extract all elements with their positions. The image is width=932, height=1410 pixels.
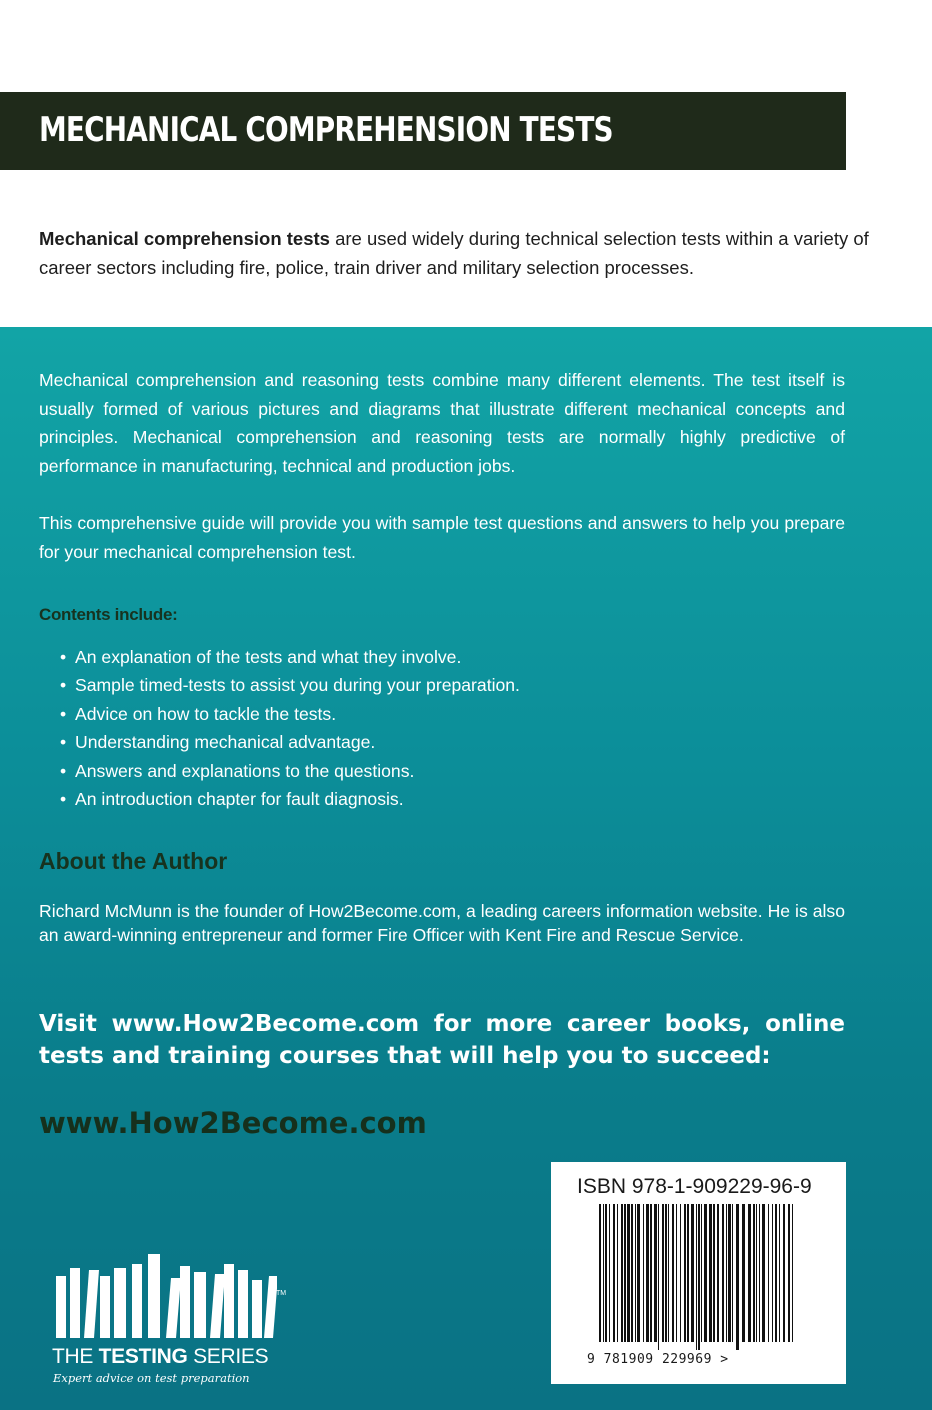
website-link[interactable]: www.How2Become.com xyxy=(39,1106,427,1140)
trademark-mark: TM xyxy=(276,1290,287,1297)
intro-paragraph xyxy=(39,224,869,282)
isbn-label: ISBN 978-1-909229-96-9 xyxy=(577,1175,812,1198)
list-item: • Understanding mechanical advantage. xyxy=(75,728,520,756)
visit-callout: Visit www.How2Become.com for more career books, online tests and training courses that will help you to succeed: xyxy=(39,1011,845,1069)
intro-bold-lead: Mechanical comprehension tests xyxy=(39,228,330,249)
isbn-barcode-box xyxy=(551,1162,846,1384)
list-item: • Answers and explanations to the questions. xyxy=(75,757,520,785)
logo-series-end: SERIES xyxy=(187,1345,269,1368)
description-paragraph-1: Mechanical comprehension and reasoning tests combine many different elements. The test itself is usually formed of various pictures and diagrams that illustrate different mechanical concepts and principles. Mechanical comprehension and reasoning tests are normally highly predictive of performance in manufacturing, technical and production jobs. xyxy=(39,370,845,476)
barcode-icon xyxy=(597,1204,797,1350)
book-title: MECHANICAL COMPREHENSION TESTS xyxy=(39,110,613,150)
logo-tagline: Expert advice on test preparation xyxy=(53,1371,250,1385)
contents-list xyxy=(75,643,520,813)
testing-series-logo-icon xyxy=(52,1248,277,1338)
about-heading: About the Author xyxy=(39,848,228,874)
list-item: • Advice on how to tackle the tests. xyxy=(75,700,520,728)
about-text: Richard McMunn is the founder of How2Become.com, a leading careers information website. He is also an award-winning entrepreneur and former Fire Officer with Kent Fire and Rescue Service. xyxy=(39,901,845,945)
logo-series-name xyxy=(52,1345,268,1369)
title-banner xyxy=(0,92,846,170)
description-paragraph-2: This comprehensive guide will provide you with sample test questions and answers to help you prepare for your mechanical comprehension test. xyxy=(39,513,845,562)
logo-series-light: THE xyxy=(52,1345,99,1368)
barcode-digits: 9 781909 229969 > xyxy=(587,1352,729,1367)
list-item: • An introduction chapter for fault diagnosis. xyxy=(75,785,520,813)
list-item: • An explanation of the tests and what they involve. xyxy=(75,643,520,671)
intro-rest: are used widely during technical selection tests within a variety of career sectors including fire, police, train driver and military selection processes. xyxy=(39,228,869,278)
contents-heading: Contents include: xyxy=(39,605,178,624)
logo-series-bold: TESTING xyxy=(98,1345,188,1368)
list-item: • Sample timed-tests to assist you during your preparation. xyxy=(75,671,520,699)
